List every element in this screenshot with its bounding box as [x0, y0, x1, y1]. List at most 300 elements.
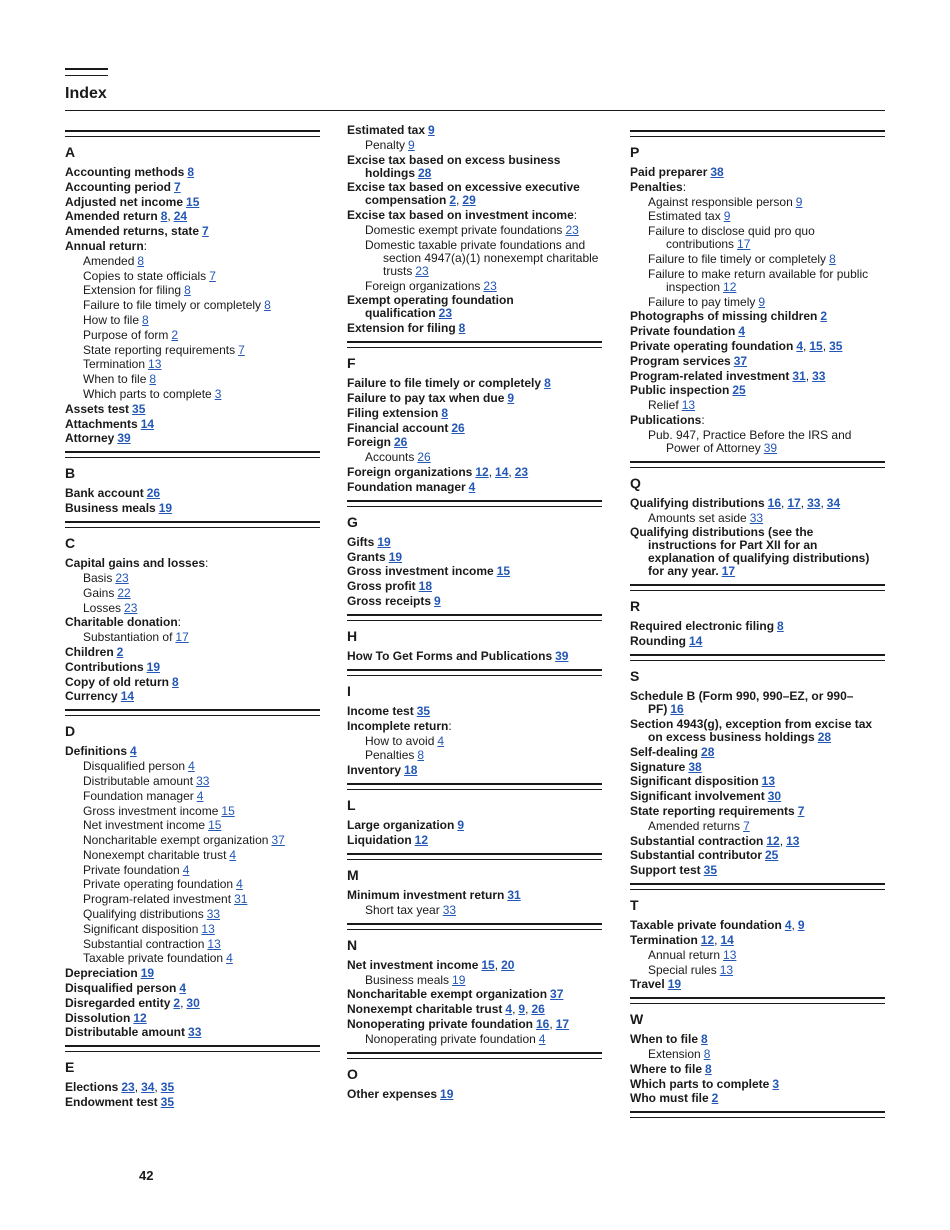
page-link[interactable]: 4 [196, 788, 204, 803]
index-subentry-purpose-of-form [65, 329, 320, 342]
page-link[interactable]: 12 [414, 832, 429, 847]
index-entry-elections: Elections 23, 34, 35 [65, 1080, 175, 1095]
page-link[interactable]: 34 [826, 495, 841, 510]
page-link[interactable]: 23 [121, 1080, 135, 1095]
page-link[interactable]: 14 [120, 689, 135, 704]
index-entry-business-meals [65, 502, 320, 515]
index-entry-amended-return: Amended return 8, 24 [65, 209, 188, 224]
index-term: Excise tax based on excess business holdings [347, 152, 561, 180]
page-link[interactable]: 26 [531, 1002, 545, 1017]
page-link[interactable]: 14 [140, 416, 155, 431]
page-link[interactable]: 19 [388, 549, 403, 564]
index-term: Section 4943(g), exception from excise tax on excess business holdings [630, 716, 873, 744]
index-term: Nonexempt charitable trust [347, 1002, 503, 1017]
page-link[interactable]: 8 [829, 251, 836, 266]
index-subentry-annual-return [630, 949, 885, 962]
page-link[interactable]: 8 [149, 372, 157, 387]
page-link[interactable]: 17 [787, 495, 801, 510]
index-term: How to file [83, 312, 140, 327]
page-link[interactable]: 3 [214, 386, 222, 401]
index-term: Private operating foundation [630, 338, 794, 353]
index-term: Nonoperating private foundation [347, 1016, 533, 1031]
page-link[interactable]: 39 [117, 431, 131, 446]
index-term: When to file [630, 1032, 698, 1047]
index-term: State reporting requirements [83, 342, 236, 357]
page-link[interactable]: 9 [428, 123, 435, 137]
page-link[interactable]: 26 [394, 435, 408, 450]
page-link[interactable]: 7 [209, 268, 216, 283]
index-entry-section-4943-g-exception-from-excise-tax [630, 718, 885, 744]
page-link[interactable]: 18 [418, 579, 433, 594]
index-term: Adjusted net income [65, 194, 184, 209]
page-link[interactable]: 33 [749, 510, 764, 525]
page-link[interactable]: 33 [206, 907, 221, 922]
page-link[interactable]: 4 [236, 877, 243, 892]
index-subentry-failure-to-file-timely-or-completely [630, 253, 885, 266]
page-link[interactable]: 8 [264, 298, 271, 313]
page-link[interactable]: 19 [440, 1086, 454, 1101]
page-link[interactable]: 35 [160, 1080, 175, 1095]
index-entry-foreign [347, 436, 602, 449]
index-term: Noncharitable exempt organization [347, 987, 548, 1002]
page-link[interactable]: 39 [555, 648, 569, 663]
page-link[interactable]: 34 [141, 1080, 155, 1095]
index-entry-inventory [347, 764, 602, 777]
page-link[interactable]: 8 [184, 283, 191, 298]
page-link[interactable]: 23 [415, 263, 429, 278]
index-term: Publications [630, 412, 702, 427]
index-term: Substantiation of [83, 630, 173, 645]
page-link[interactable]: 12 [723, 279, 737, 294]
page-link[interactable]: 19 [377, 534, 391, 549]
page-link[interactable]: 39 [763, 440, 778, 455]
page-link[interactable]: 20 [501, 957, 515, 972]
index-subentry-losses [65, 602, 320, 615]
section-rule [347, 500, 602, 507]
index-term: Net investment income [83, 818, 206, 833]
index-term: Gross profit [347, 579, 416, 594]
page-link[interactable]: 13 [201, 921, 215, 936]
page-link[interactable]: 4 [784, 918, 792, 933]
page-link[interactable]: 17 [737, 237, 751, 252]
page-link[interactable]: 35 [829, 338, 843, 353]
page-link[interactable]: 26 [417, 450, 431, 465]
page-link[interactable]: 2 [173, 995, 181, 1010]
page-link[interactable]: 37 [733, 353, 748, 368]
page-link[interactable]: 8 [777, 619, 784, 634]
index-entry-photographs-of-missing-children [630, 310, 885, 323]
index-term: Grants [347, 549, 386, 564]
index-subentry-how-to-file [65, 314, 320, 327]
index-subentry-termination [65, 358, 320, 371]
page-link[interactable]: 37 [271, 833, 285, 848]
index-term: Failure to disclose quid pro quo contributions [648, 224, 815, 252]
index-term: Which parts to complete [630, 1076, 770, 1091]
index-subentry-failure-to-pay-timely [630, 296, 885, 309]
index-subentry-program-related-investment [65, 893, 320, 906]
index-entry-other-expenses [347, 1088, 602, 1101]
index-term: Incomplete return [347, 718, 449, 733]
index-subentry-relief [630, 399, 885, 412]
index-entry-substantial-contraction: Substantial contraction 12, 13 [630, 833, 800, 848]
page-link[interactable]: 9 [723, 209, 731, 224]
page-link[interactable]: 4 [538, 1031, 546, 1046]
page-link[interactable]: 16 [670, 702, 684, 717]
page-link[interactable]: 33 [196, 773, 210, 788]
index-term: Domestic taxable private foundations and section 4947(a)(1) nonexempt charitable trusts [365, 237, 599, 278]
index-term: Endowment test [65, 1095, 158, 1110]
page-link[interactable]: 8 [172, 674, 179, 689]
index-term: Failure to make return available for public inspection [648, 266, 869, 294]
index-subentry-state-reporting-requirements [65, 344, 320, 357]
index-term: Disqualified person [83, 759, 186, 774]
page-link[interactable]: 4 [796, 338, 804, 353]
page-link[interactable]: 8 [703, 1047, 711, 1062]
page-link[interactable]: 29 [462, 193, 476, 208]
page-link[interactable]: 7 [174, 179, 181, 194]
page-link[interactable]: 23 [115, 570, 129, 585]
page-link[interactable]: 4 [468, 479, 476, 494]
section-letter-h: H [347, 627, 358, 644]
page-link[interactable]: 14 [688, 634, 703, 649]
page-link[interactable]: 16 [536, 1016, 550, 1031]
page-link[interactable]: 31 [792, 368, 806, 383]
page-link[interactable]: 35 [160, 1095, 175, 1110]
index-subentry-extension [630, 1048, 885, 1061]
page-link[interactable]: 17 [175, 630, 189, 645]
index-term: Disqualified person [65, 981, 177, 996]
index-subentry-penalty [347, 139, 602, 152]
page-link[interactable]: 38 [688, 759, 702, 774]
page-link[interactable]: 19 [140, 966, 155, 981]
index-entry-net-investment-income: Net investment income 15, 20 [347, 957, 515, 972]
index-term: Children [65, 644, 114, 659]
section-letter-o: O [347, 1065, 358, 1082]
index-term: Failure to file timely or completely [83, 298, 262, 313]
page-link[interactable]: 9 [758, 294, 766, 309]
page-link[interactable]: 4 [505, 1002, 513, 1017]
index-term: Domestic exempt private foundations [365, 222, 563, 237]
page-link[interactable]: 24 [173, 209, 188, 224]
page-link[interactable]: 13 [786, 833, 800, 848]
page-link[interactable]: 9 [795, 194, 803, 209]
index-term: Significant involvement [630, 789, 765, 804]
index-entry-assets-test [65, 403, 320, 416]
page-link[interactable]: 4 [437, 733, 445, 748]
page-link[interactable]: 2 [449, 193, 457, 208]
index-term: Special rules [648, 962, 717, 977]
index-entry-qualifying-distributions: Qualifying distributions 16, 17, 33, 34 [630, 495, 841, 510]
index-term: Foreign organizations [347, 464, 473, 479]
title-divider [65, 110, 885, 111]
section-letter-q: Q [630, 474, 641, 491]
index-term: Losses [83, 600, 122, 615]
index-column-3 [630, 124, 885, 1125]
index-entry-extension-for-filing [347, 322, 602, 335]
index-term: Where to file [630, 1061, 703, 1076]
page-link[interactable]: 8 [137, 253, 145, 268]
index-subentry-failure-to-file-timely-or-completely [65, 299, 320, 312]
index-entry-travel [630, 978, 885, 991]
index-entry-minimum-investment-return [347, 889, 602, 902]
index-subentry-noncharitable-exempt-organization [65, 834, 320, 847]
page-link[interactable]: 19 [452, 972, 466, 987]
section-rule [630, 584, 885, 591]
page-link[interactable]: 13 [761, 774, 776, 789]
page-link[interactable]: 23 [565, 222, 579, 237]
page-link[interactable]: 3 [772, 1076, 780, 1091]
page-link[interactable]: 2 [116, 644, 124, 659]
index-subentry-which-parts-to-complete [65, 388, 320, 401]
page-link[interactable]: 8 [701, 1032, 708, 1047]
page-link[interactable]: 12 [133, 1010, 147, 1025]
index-entry-foundation-manager [347, 481, 602, 494]
page-link[interactable]: 25 [732, 383, 746, 398]
index-term: Photographs of missing children [630, 309, 818, 324]
index-entry-penalties: Penalties: [630, 179, 687, 194]
page-link[interactable]: 4 [130, 744, 137, 759]
page-link[interactable]: 8 [417, 748, 425, 763]
page-link[interactable]: 8 [544, 376, 551, 391]
page-link[interactable]: 33 [442, 902, 457, 917]
index-term: Business meals [365, 972, 450, 987]
page-link[interactable]: 14 [720, 932, 734, 947]
index-subentry-substantial-contraction [65, 938, 320, 951]
index-term: Foreign organizations [365, 278, 481, 293]
page-link[interactable]: 7 [797, 803, 805, 818]
page-link[interactable]: 23 [514, 464, 529, 479]
index-term: Annual return [65, 238, 144, 253]
index-term: Foundation manager [83, 788, 194, 803]
page-link[interactable]: 4 [229, 847, 237, 862]
index-entry-gross-profit [347, 580, 602, 593]
section-rule [347, 1052, 602, 1059]
page-link[interactable]: 17 [555, 1016, 570, 1031]
page-link[interactable]: 23 [483, 278, 497, 293]
page-link[interactable]: 19 [667, 977, 682, 992]
page-link[interactable]: 15 [496, 564, 511, 579]
page-link[interactable]: 23 [124, 600, 138, 615]
page-link[interactable]: 35 [416, 703, 431, 718]
page-link[interactable]: 35 [132, 401, 146, 416]
index-entry-amended-returns-state [65, 225, 320, 238]
page-link[interactable]: 23 [438, 306, 453, 321]
index-term: Capital gains and losses [65, 556, 206, 571]
page-link[interactable]: 35 [703, 863, 718, 878]
index-subentry-foundation-manager [65, 790, 320, 803]
section-rule [347, 614, 602, 621]
page-link[interactable]: 30 [767, 789, 782, 804]
page-link[interactable]: 9 [457, 818, 465, 833]
page-link[interactable]: 13 [681, 398, 696, 413]
section-rule [347, 783, 602, 790]
page-link[interactable]: 2 [820, 309, 828, 324]
index-entry-termination: Termination 12, 14 [630, 932, 734, 947]
page-link[interactable]: 8 [142, 312, 149, 327]
index-entry-excise-tax-based-on-investment-income: Excise tax based on investment income: [347, 208, 578, 223]
page-link[interactable]: 31 [234, 892, 248, 907]
page-link[interactable]: 9 [507, 390, 515, 405]
page-link[interactable]: 7 [743, 818, 750, 833]
page-link[interactable]: 28 [418, 165, 432, 180]
page-link[interactable]: 2 [171, 327, 179, 342]
index-entry-copy-of-old-return [65, 676, 320, 689]
page-link[interactable]: 30 [186, 995, 200, 1010]
index-term: Taxable private foundation [83, 951, 224, 966]
page-link[interactable]: 22 [117, 585, 131, 600]
page-link[interactable]: 15 [208, 818, 222, 833]
index-entry-currency [65, 690, 320, 703]
page-link[interactable]: 4 [179, 981, 187, 996]
section-letter-r: R [630, 598, 641, 615]
page-link[interactable]: 15 [186, 194, 200, 209]
page-link[interactable]: 37 [550, 987, 564, 1002]
index-term: Gains [83, 585, 115, 600]
page-link[interactable]: 13 [719, 962, 734, 977]
page-link[interactable]: 38 [710, 165, 724, 179]
section-rule [347, 341, 602, 348]
page-link[interactable]: 13 [723, 947, 737, 962]
index-subentry-accounts [347, 451, 602, 464]
section-rule [630, 461, 885, 468]
page-link[interactable]: 4 [188, 759, 195, 774]
page-link[interactable]: 9 [518, 1002, 526, 1017]
page-link[interactable]: 8 [160, 209, 168, 224]
index-subentry-special-rules [630, 964, 885, 977]
index-term: Estimated tax [648, 209, 721, 224]
index-entry-failure-to-pay-tax-when-due [347, 392, 602, 405]
page-link[interactable]: 17 [721, 564, 736, 579]
index-term: Against responsible person [648, 194, 793, 209]
page-link[interactable]: 15 [481, 957, 495, 972]
index-term: Required electronic filing [630, 619, 775, 634]
page-link[interactable]: 31 [507, 887, 521, 902]
page-link[interactable]: 12 [700, 932, 715, 947]
index-subentry-pub-947-practice-before-the-irs-and-powe [630, 429, 885, 455]
page-link[interactable]: 4 [738, 324, 746, 339]
page-link[interactable]: 8 [187, 165, 195, 179]
index-term: Currency [65, 689, 118, 704]
page-link[interactable]: 28 [817, 729, 832, 744]
index-entry-annual-return: Annual return: [65, 238, 148, 253]
page-link[interactable]: 15 [221, 803, 235, 818]
index-column-1 [65, 124, 320, 1111]
index-term: Large organization [347, 818, 455, 833]
page-link[interactable]: 26 [146, 486, 161, 501]
index-entry-income-test [347, 705, 602, 718]
index-term: Penalty [365, 137, 406, 152]
page-link[interactable]: 19 [146, 659, 161, 674]
index-entry-program-services [630, 355, 885, 368]
section-letter-i: I [347, 682, 351, 699]
page-link[interactable]: 16 [767, 495, 782, 510]
index-term: Qualifying distributions [83, 907, 204, 922]
page-link[interactable]: 4 [182, 862, 190, 877]
index-term: Support test [630, 863, 701, 878]
page-link[interactable]: 14 [495, 464, 509, 479]
page-link[interactable]: 9 [408, 137, 415, 152]
page-link[interactable]: 33 [807, 495, 821, 510]
index-term: Foundation manager [347, 479, 466, 494]
section-rule [630, 130, 885, 137]
page-link[interactable]: 13 [207, 936, 221, 951]
page-link[interactable]: 25 [765, 848, 779, 863]
index-term: Amended returns, state [65, 224, 200, 239]
page-link[interactable]: 13 [148, 357, 162, 372]
page-link[interactable]: 9 [797, 918, 805, 933]
index-subentry-extension-for-filing [65, 284, 320, 297]
index-subentry-failure-to-disclose-quid-pro-quo-contrib [630, 225, 885, 251]
page-link[interactable]: 12 [475, 464, 489, 479]
page-link[interactable]: 26 [451, 420, 465, 435]
index-term: Short tax year [365, 902, 440, 917]
index-term: Who must file [630, 1091, 709, 1106]
index-entry-substantial-contributor [630, 849, 885, 862]
page-link[interactable]: 7 [202, 224, 209, 239]
index-entry-grants [347, 551, 602, 564]
index-subentry-nonoperating-private-foundation [347, 1033, 602, 1046]
page-link[interactable]: 12 [766, 833, 780, 848]
page-link[interactable]: 9 [434, 593, 441, 608]
section-rule [347, 853, 602, 860]
page-link[interactable]: 19 [158, 501, 173, 516]
index-term: Accounts [365, 450, 415, 465]
index-term: Dissolution [65, 1010, 131, 1025]
index-subentry-copies-to-state-officials [65, 270, 320, 283]
index-term: Distributable amount [83, 773, 194, 788]
index-term: Noncharitable exempt organization [83, 833, 269, 848]
section-letter-b: B [65, 465, 76, 482]
index-term: How to avoid [365, 733, 435, 748]
index-term: Depreciation [65, 966, 138, 981]
page-link[interactable]: 4 [226, 951, 233, 966]
page-link[interactable]: 33 [812, 368, 826, 383]
index-subentry-how-to-avoid [347, 735, 602, 748]
section-rule [630, 654, 885, 661]
index-entry-private-operating-foundation: Private operating foundation 4, 15, 35 [630, 338, 843, 353]
index-entry-rounding [630, 635, 885, 648]
page-link[interactable]: 8 [458, 321, 466, 336]
index-term: Qualifying distributions (see the instructions for Part XII for an explanation of qualifying distributions) for any year. [630, 525, 870, 579]
page-link[interactable]: 2 [711, 1091, 719, 1106]
index-entry-filing-extension [347, 407, 602, 420]
index-term: Significant disposition [630, 774, 759, 789]
section-letter-w: W [630, 1011, 644, 1028]
page-link[interactable]: 15 [809, 338, 823, 353]
page-link[interactable]: 28 [701, 744, 715, 759]
section-letter-c: C [65, 535, 76, 552]
index-entry-excise-tax-based-on-excess-business-hold [347, 154, 602, 180]
index-term: Assets test [65, 401, 130, 416]
page-link[interactable]: 18 [404, 763, 418, 778]
index-subentry-against-responsible-person [630, 196, 885, 209]
section-rule [347, 923, 602, 930]
index-entry-financial-account [347, 422, 602, 435]
index-term: Contributions [65, 659, 144, 674]
index-entry-program-related-investment: Program-related investment 31, 33 [630, 368, 826, 383]
section-rule [65, 521, 320, 528]
page-link[interactable]: 33 [188, 1025, 202, 1040]
index-entry-bank-account [65, 487, 320, 500]
index-term: Termination [630, 932, 698, 947]
page-link[interactable]: 7 [238, 342, 245, 357]
section-rule [630, 997, 885, 1004]
section-letter-s: S [630, 668, 640, 685]
page-link[interactable]: 8 [705, 1061, 712, 1076]
page-link[interactable]: 8 [441, 405, 449, 420]
index-term: Excise tax based on investment income [347, 208, 574, 223]
index-term: Paid preparer [630, 165, 708, 179]
